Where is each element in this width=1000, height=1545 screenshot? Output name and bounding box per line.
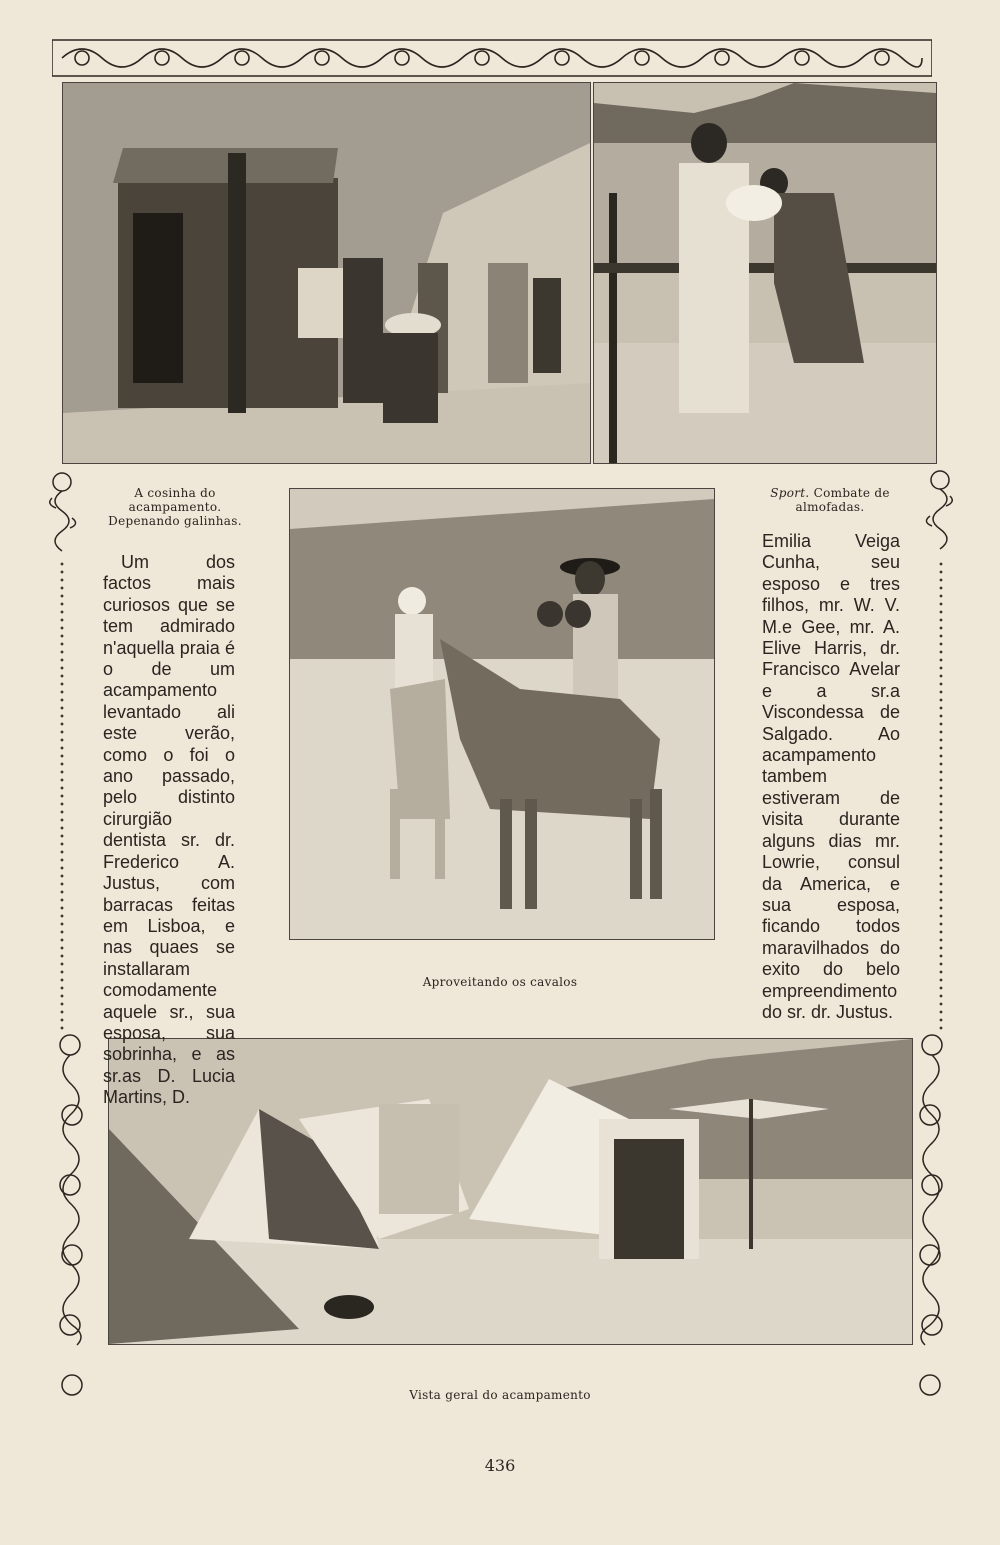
photo-pillow-fight bbox=[593, 82, 937, 464]
article-column-left bbox=[103, 552, 235, 1109]
page-number: 436 bbox=[484, 1456, 516, 1475]
decorative-vine-right-bottom bbox=[902, 1025, 952, 1425]
caption-sport-text: Combate de almofadas. bbox=[795, 486, 890, 514]
article-text-left: Um dos factos mais curiosos que se tem admirado n'aquella praia é o de um acampamento levantado ali este verão, como o foi o ano passado, pelo distinto cirurgião dentista sr. dr. Frederico A. Justus, com barracas feitas em Lisboa, e nas quaes se installaram comodamente aquele sr., sua esposa, sua sobrinha, e as sr.as D. Lucia Martins, D. bbox=[103, 552, 235, 1108]
article-column-right bbox=[762, 531, 900, 1023]
decorative-dots-right bbox=[938, 560, 944, 1030]
decorative-vine-left-bottom bbox=[50, 1025, 100, 1425]
caption-horses: Aproveitando os cavalos bbox=[422, 975, 578, 989]
caption-sport bbox=[760, 486, 900, 514]
decorative-vine-right-top bbox=[912, 466, 962, 558]
caption-camp: Vista geral do acampamento bbox=[409, 1388, 591, 1402]
decorative-border-top bbox=[52, 38, 932, 78]
photo-camp-kitchen bbox=[62, 82, 591, 464]
decorative-vine-left-top bbox=[44, 468, 94, 560]
photo-horses bbox=[289, 488, 715, 940]
caption-sport-label: Sport. bbox=[770, 486, 810, 500]
decorative-dots-left bbox=[59, 560, 65, 1030]
caption-kitchen: A cosinha do acampamento. Depenando galinhas. bbox=[108, 486, 242, 528]
article-text-right: Emilia Veiga Cunha, seu esposo e tres filhos, mr. W. V. M.e Gee, mr. A. Elive Harris, dr. Francisco Avelar e a sr.a Viscondessa de Salgado. Ao acampamento tambem estiveram de visita durante alguns dias mr. Lowrie, consul da America, e sua esposa, ficando todos maravilhados do exito do belo empreendimento do sr. dr. Justus. bbox=[762, 531, 900, 1022]
